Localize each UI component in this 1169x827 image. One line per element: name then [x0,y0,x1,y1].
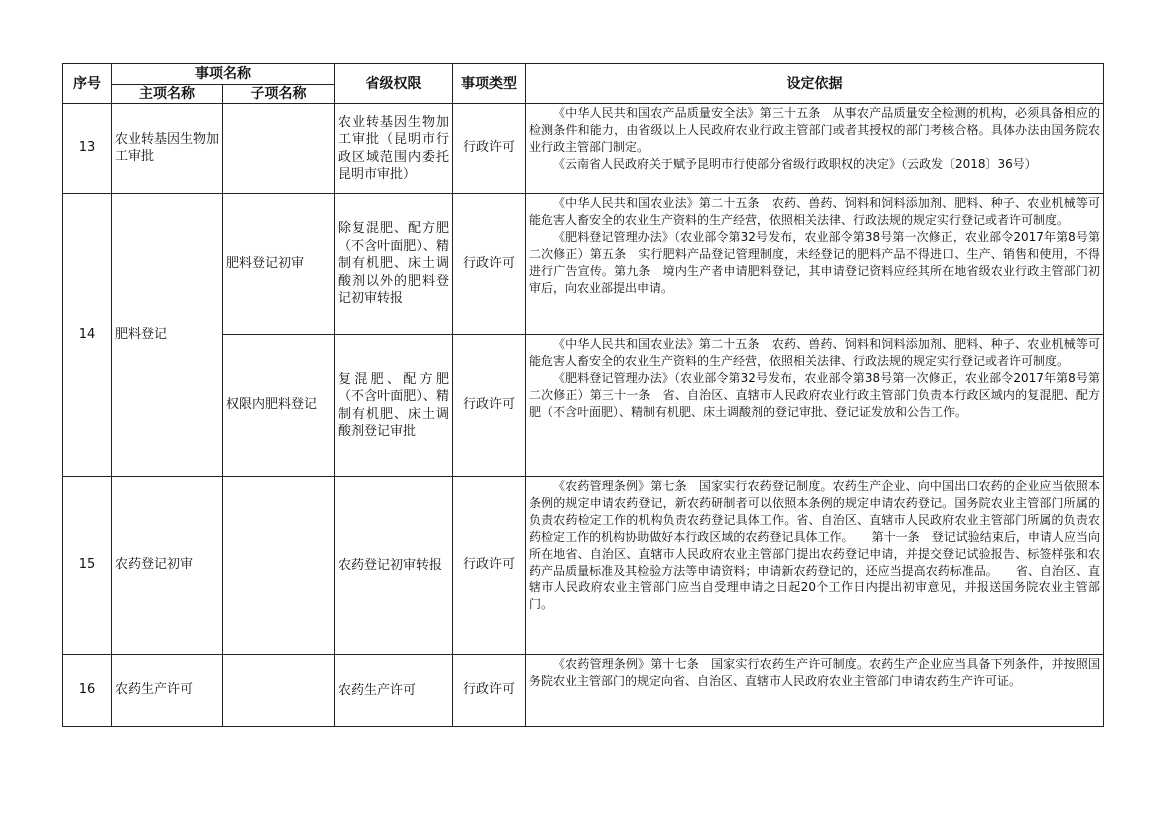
row-number: 16 [63,655,112,727]
basis-paragraph: 《肥料登记管理办法》（农业部令第32号发布，农业部令第38号第一次修正，农业部令2017年第8号第二次修正）第三十一条 省、自治区、直辖市人民政府农业行政主管部门负责本行政区域内的复混肥、配方肥（不含叶面肥）、精制有机肥、床土调酸剂的登记审批、登记证发放和公告工作。 [529,370,1100,419]
item-type: 行政许可 [453,104,526,194]
header-seq: 序号 [63,64,112,104]
basis-paragraph: 《云南省人民政府关于赋予昆明市行使部分省级行政职权的决定》（云政发〔2018〕36号） [553,156,1037,171]
header-basis: 设定依据 [526,64,1104,104]
header-province-authority: 省级权限 [335,64,453,104]
main-item-name: 农业转基因生物加工审批 [112,104,223,194]
row-number: 15 [63,477,112,655]
legal-basis [526,335,1104,477]
row-number: 14 [63,194,112,477]
province-authority: 复混肥、配方肥（不含叶面肥）、精制有机肥、床土调酸剂登记审批 [335,335,453,477]
header-item-name: 事项名称 [112,64,335,85]
province-authority: 除复混肥、配方肥（不含叶面肥）、精制有机肥、床土调酸剂以外的肥料登记初审转报 [335,194,453,335]
main-item-name: 农药生产许可 [112,655,223,727]
legal-basis [526,194,1104,335]
sub-item-name [223,477,335,655]
basis-paragraph: 《农药管理条例》第十七条 国家实行农药生产许可制度。农药生产企业应当具备下列条件，并按照国务院农业主管部门的规定向省、自治区、直辖市人民政府农业主管部门申请农药生产许可证。 [529,657,1100,688]
sub-item-name: 肥料登记初审 [223,194,335,335]
basis-paragraph: 《中华人民共和国农业法》第二十五条 农药、兽药、饲料和饲料添加剂、肥料、种子、农业机械等可能危害人畜安全的农业生产资料的生产经营，依照相关法律、行政法规的规定实行登记或者许可制度。 [529,196,1100,227]
header-main-name: 主项名称 [112,85,223,104]
header-item-type: 事项类型 [453,64,526,104]
province-authority: 农业转基因生物加工审批（昆明市行政区域范围内委托昆明市审批） [335,104,453,194]
table-row [63,104,1104,194]
sub-item-name [223,655,335,727]
item-type: 行政许可 [453,655,526,727]
row-number: 13 [63,104,112,194]
basis-paragraph: 《中华人民共和国农业法》第二十五条 农药、兽药、饲料和饲料添加剂、肥料、种子、农业机械等可能危害人畜安全的农业生产资料的生产经营，依照相关法律、行政法规的规定实行登记或者许可制度。 [529,337,1100,368]
sub-item-name: 权限内肥料登记 [223,335,335,477]
province-authority: 农药登记初审转报 [335,477,453,655]
header-row-1 [63,64,1104,85]
table-row [63,477,1104,655]
approval-items-table [62,63,1104,727]
sub-item-name [223,104,335,194]
basis-paragraph: 《农药管理条例》第七条 国家实行农药登记制度。农药生产企业、向中国出口农药的企业应当依照本条例的规定申请农药登记，新农药研制者可以依照本条例的规定申请农药登记。国务院农业主管部门所属的负责农药检定工作的机构负责农药登记具体工作。省、自治区、直辖市人民政府农业主管部门所属的负责农药检定工作的机构协助做好本行政区域的农药登记具体工作。 第十一条 登记试验结束后，申请人应当向所在地省、自治区、直辖市人民政府农业主管部门提出农药登记申请，并提交登记试验报告、标签样张和农药产品质量标准及其检验方法等申请资料；申请新农药登记的，还应当提高农药标准品。 省、自治区、直辖市人民政府农业主管部门应当自受理申请之日起20个工作日内提出初审意见，并报送国务院农业主管部门。 [529,479,1100,612]
item-type: 行政许可 [453,477,526,655]
table-row [63,194,1104,335]
basis-paragraph: 《肥料登记管理办法》（农业部令第32号发布，农业部令第38号第一次修正，农业部令2017年第8号第二次修正）第五条 实行肥料产品登记管理制度，未经登记的肥料产品不得进口、生产、销售和使用，不得进行广告宣传。第九条 境内生产者申请肥料登记，其申请登记资料应经其所在地省级农业行政主管部门初审后，向农业部提出申请。 [529,229,1100,295]
legal-basis [526,477,1104,655]
main-item-name: 肥料登记 [112,194,223,477]
table-row [63,655,1104,727]
province-authority: 农药生产许可 [335,655,453,727]
legal-basis [526,655,1104,727]
header-sub-name: 子项名称 [223,85,335,104]
basis-paragraph: 《中华人民共和国农产品质量安全法》第三十五条 从事农产品质量安全检测的机构，必须具备相应的检测条件和能力，由省级以上人民政府农业行政主管部门或者其授权的部门考核合格。具体办法由国务院农业行政主管部门制定。 [529,106,1100,154]
item-type: 行政许可 [453,335,526,477]
legal-basis [526,104,1104,194]
item-type: 行政许可 [453,194,526,335]
main-item-name: 农药登记初审 [112,477,223,655]
